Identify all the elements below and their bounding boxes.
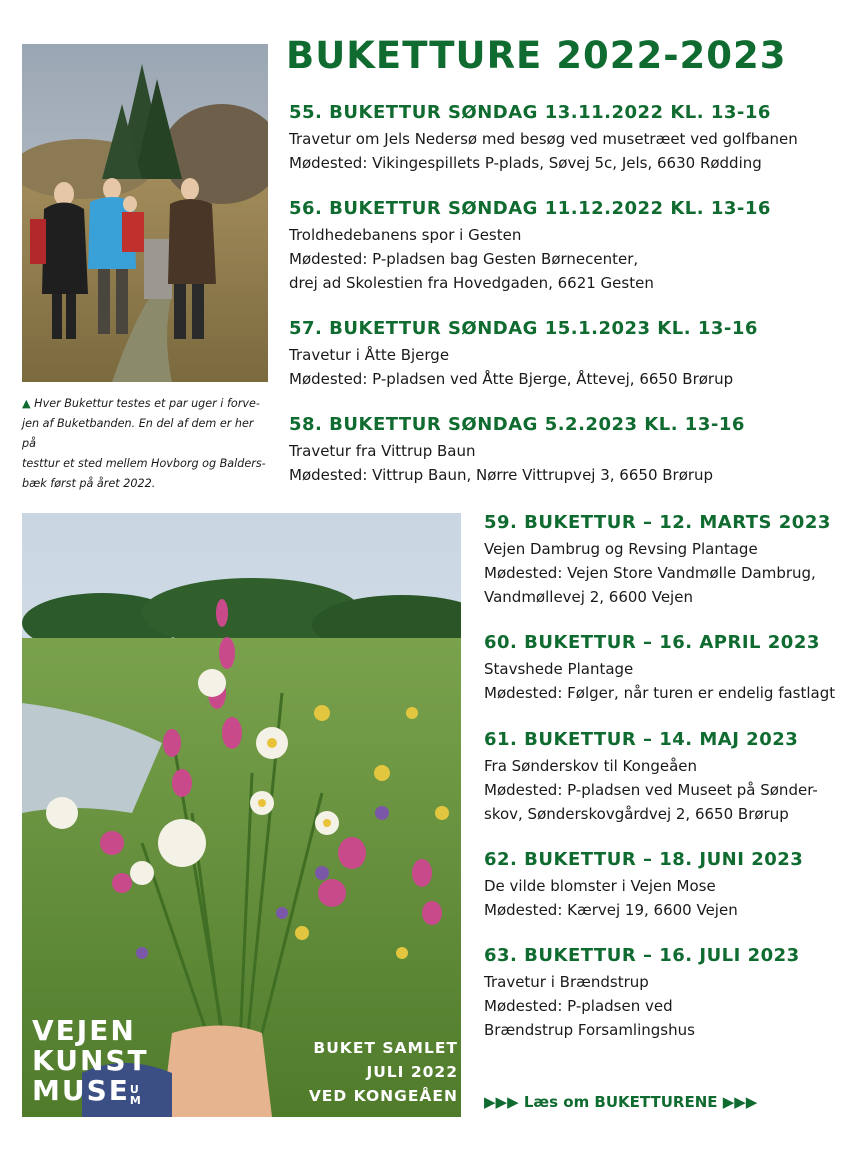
tour-58 xyxy=(289,414,745,487)
tour-heading: 62. BUKETTUR – 18. JUNI 2023 xyxy=(484,849,804,870)
tour-61 xyxy=(484,729,818,826)
tour-meeting-place: skov, Sønderskovgårdvej 2, 6650 Brørup xyxy=(484,805,789,823)
tour-meeting-place: Mødested: P-pladsen ved Museet på Sønder- xyxy=(484,781,818,799)
bouquet-caption-line: BUKET SAMLET xyxy=(313,1039,458,1057)
tour-meeting-place: Mødested: P-pladsen ved Åtte Bjerge, Åttevej, 6650 Brørup xyxy=(289,370,734,388)
tour-heading: 58. BUKETTUR SØNDAG 5.2.2023 KL. 13-16 xyxy=(289,414,745,435)
logo-suffix: UM xyxy=(129,1083,141,1107)
tour-meeting-place: Mødested: Vittrup Baun, Nørre Vittrupvej 3, 6650 Brørup xyxy=(289,466,714,484)
logo-line: KUNST xyxy=(32,1044,149,1077)
tour-heading: 63. BUKETTUR – 16. JULI 2023 xyxy=(484,945,800,966)
tour-meeting-place: Brændstrup Forsamlingshus xyxy=(484,1021,695,1039)
bouquet-caption-line: VED KONGEÅEN xyxy=(308,1087,458,1105)
tour-description: Troldhedebanens spor i Gesten xyxy=(289,226,522,244)
caption-line: Hver Bukettur testes et par uger i forve- xyxy=(34,397,260,410)
museum-logo xyxy=(32,1016,149,1106)
triangle-icon: ▲ xyxy=(22,397,31,410)
tour-description: Vejen Dambrug og Revsing Plantage xyxy=(484,540,758,558)
hikers-photo xyxy=(22,44,268,382)
read-more-label: Læs om BUKETTURENE xyxy=(523,1093,718,1111)
tour-description: Travetur i Brændstrup xyxy=(484,973,649,991)
caption-line: jen af Buketbanden. En del af dem er her på xyxy=(22,417,254,450)
logo-line: MUSEUM xyxy=(32,1074,141,1107)
arrow-right-icon: ▶▶▶ xyxy=(722,1093,758,1111)
tour-meeting-place: Mødested: Vikingespillets P-plads, Søvej 5c, Jels, 6630 Rødding xyxy=(289,154,762,172)
tour-meeting-place: Mødested: Følger, når turen er endelig fastlagt xyxy=(484,684,836,702)
caption-line: bæk først på året 2022. xyxy=(22,477,156,490)
tour-description: Stavshede Plantage xyxy=(484,660,634,678)
bouquet-caption-line: JULI 2022 xyxy=(366,1063,458,1081)
tour-meeting-place: Vandmøllevej 2, 6600 Vejen xyxy=(484,588,693,606)
bouquet-caption xyxy=(309,1036,458,1108)
tour-description: Fra Sønderskov til Kongeåen xyxy=(484,757,698,775)
page-title: BUKETTURE 2022-2023 xyxy=(286,34,787,77)
read-more-link[interactable] xyxy=(484,1093,757,1111)
tour-57 xyxy=(289,318,758,391)
tour-meeting-place: Mødested: Kærvej 19, 6600 Vejen xyxy=(484,901,738,919)
tour-56 xyxy=(289,198,771,295)
photo-caption xyxy=(22,394,268,494)
tour-59 xyxy=(484,512,831,609)
tour-55 xyxy=(289,102,798,175)
tour-meeting-place: drej ad Skolestien fra Hovedgaden, 6621 Gesten xyxy=(289,274,654,292)
tour-heading: 56. BUKETTUR SØNDAG 11.12.2022 KL. 13-16 xyxy=(289,198,771,219)
tour-62 xyxy=(484,849,803,922)
tour-description: De vilde blomster i Vejen Mose xyxy=(484,877,716,895)
tour-heading: 57. BUKETTUR SØNDAG 15.1.2023 KL. 13-16 xyxy=(289,318,758,339)
tour-description: Travetur om Jels Nedersø med besøg ved musetræet ved golfbanen xyxy=(289,130,798,148)
tour-63 xyxy=(484,945,800,1042)
tour-description: Travetur fra Vittrup Baun xyxy=(289,442,476,460)
tour-heading: 60. BUKETTUR – 16. APRIL 2023 xyxy=(484,632,820,653)
tour-meeting-place: Mødested: Vejen Store Vandmølle Dambrug, xyxy=(484,564,816,582)
tour-60 xyxy=(484,632,835,705)
arrow-right-icon: ▶▶▶ xyxy=(484,1093,519,1111)
tour-heading: 59. BUKETTUR – 12. MARTS 2023 xyxy=(484,512,831,533)
tour-description: Travetur i Åtte Bjerge xyxy=(289,346,450,364)
tour-meeting-place: Mødested: P-pladsen bag Gesten Børnecenter, xyxy=(289,250,639,268)
tour-heading: 61. BUKETTUR – 14. MAJ 2023 xyxy=(484,729,799,750)
logo-line: VEJEN xyxy=(32,1014,136,1047)
caption-line: testtur et sted mellem Hovborg og Balders- xyxy=(22,457,266,470)
tour-meeting-place: Mødested: P-pladsen ved xyxy=(484,997,673,1015)
tour-heading: 55. BUKETTUR SØNDAG 13.11.2022 KL. 13-16 xyxy=(289,102,771,123)
